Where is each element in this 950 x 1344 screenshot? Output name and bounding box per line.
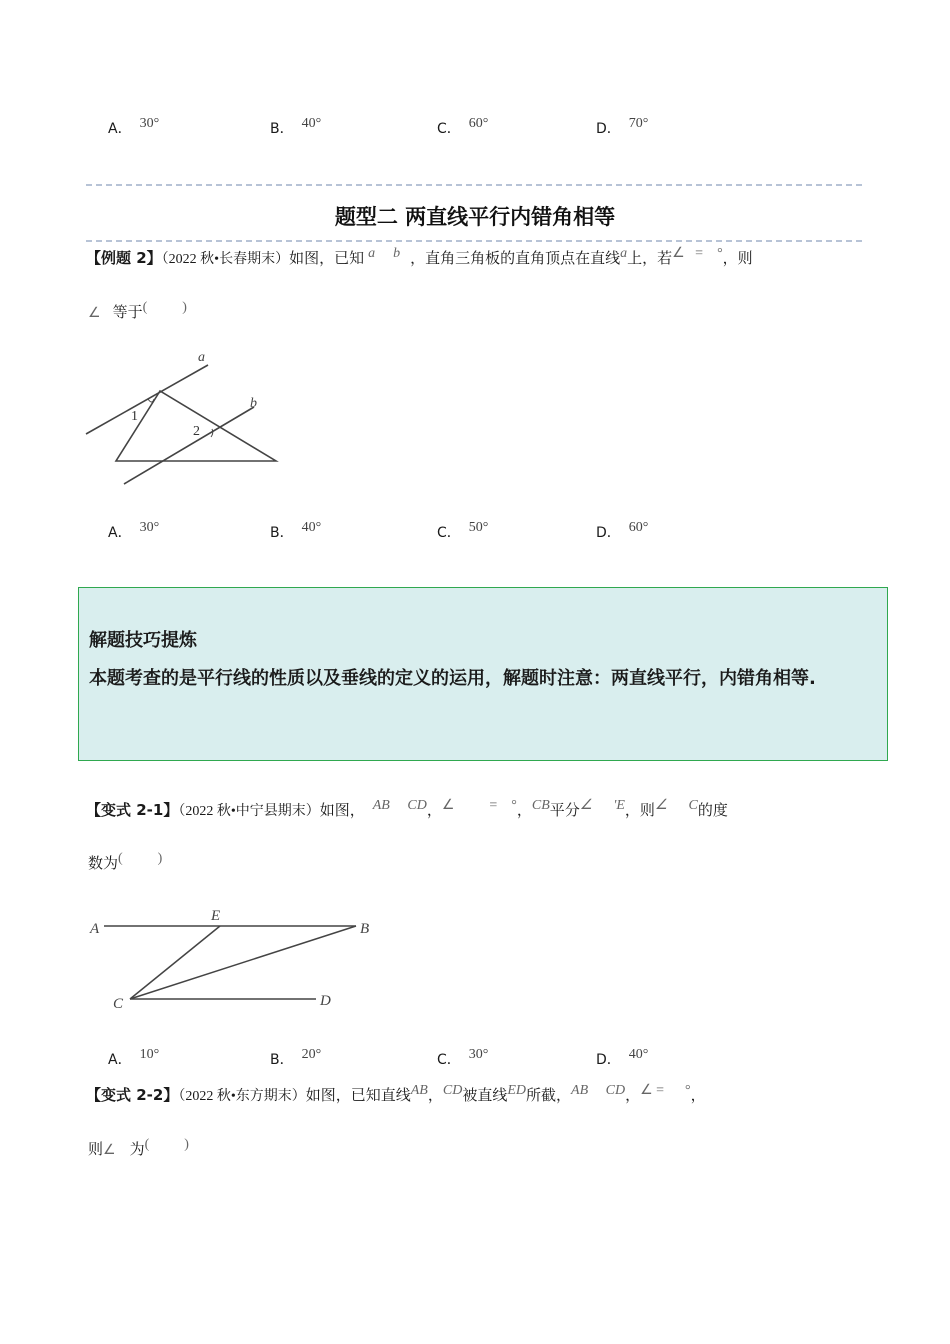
option-label: A． — [108, 1052, 132, 1068]
variant22-text3: 所截， — [526, 1086, 572, 1104]
example2-text3: 上，若 — [627, 249, 673, 267]
option-b[interactable] — [270, 118, 321, 138]
variant21-text2: 平分 — [549, 801, 580, 819]
example2-line2-text: 等于 — [112, 303, 143, 321]
option-value: 10° — [139, 1047, 160, 1062]
answer-paren: ( ) — [118, 851, 163, 866]
variant22-question-line2 — [88, 1139, 189, 1161]
math-cd: CD — [442, 1083, 463, 1098]
option-label: A． — [108, 525, 132, 541]
tip-body: 本题考查的是平行线的性质以及垂线的定义的运用，解题时注意：两直线平行，内错角相等. — [89, 668, 816, 689]
math-a: a — [368, 246, 376, 261]
variant22-comma2: ， — [625, 1086, 641, 1104]
option-label: D． — [596, 1052, 621, 1068]
math-ab-cd: AB CD — [571, 1083, 626, 1098]
option-label: D． — [596, 121, 621, 137]
math-ed: ED — [507, 1083, 527, 1098]
section-divider-top — [86, 184, 862, 186]
option-c[interactable] — [437, 118, 488, 138]
angle1-arc — [148, 399, 154, 402]
variant22-source: （2022 秋•东方期末） — [178, 1089, 306, 1104]
variant22-comma1: ， — [427, 1086, 443, 1104]
example2-text1: 如图，已知 — [289, 249, 365, 267]
line-cb — [130, 926, 356, 999]
variant21-question — [86, 800, 728, 822]
variant22-line2b: 为 — [129, 1140, 145, 1158]
example2-text4: ，则 — [722, 249, 753, 267]
label-A: A — [90, 921, 100, 937]
variant21-tag: 【变式 2-1】 — [86, 801, 179, 819]
option-d[interactable] — [596, 118, 648, 138]
example2-figure — [80, 345, 300, 495]
variant22-comma3: ， — [690, 1086, 706, 1104]
option-value: 70° — [628, 116, 649, 131]
label-2: 2 — [193, 424, 200, 439]
variant22-line2a: 则 — [88, 1140, 104, 1158]
line-a — [86, 365, 208, 434]
option-label: B． — [270, 525, 294, 541]
math-ab-cd: AB CD — [372, 798, 427, 813]
section-title: 题型二 两直线平行内错角相等 — [334, 205, 616, 229]
tip-box — [78, 587, 888, 761]
option-label: A． — [108, 121, 132, 137]
math-angle-c: ∠ C — [654, 798, 698, 813]
math-angle: ∠ — [103, 1143, 130, 1158]
option-c[interactable] — [437, 1049, 488, 1069]
option-label: D． — [596, 525, 621, 541]
option-a[interactable] — [108, 118, 159, 138]
example2-tag: 【例题 2】 — [86, 249, 162, 267]
label-1: 1 — [131, 409, 138, 424]
math-angle-eq: ∠ = ° — [441, 798, 517, 813]
variant21-text3: ，则 — [624, 801, 655, 819]
option-value: 40° — [301, 116, 322, 131]
option-value: 30° — [468, 1047, 489, 1062]
line-ce — [130, 926, 220, 999]
math-ab: AB — [410, 1083, 428, 1098]
variant22-question — [86, 1085, 706, 1107]
option-value: 50° — [468, 520, 489, 535]
variant22-text2: 被直线 — [462, 1086, 508, 1104]
option-value: 30° — [139, 116, 160, 131]
option-label: B． — [270, 121, 294, 137]
option-a[interactable] — [108, 522, 159, 542]
math-a2: a — [620, 246, 628, 261]
label-D: D — [320, 993, 331, 1009]
variant21-text4: 的度 — [697, 801, 728, 819]
option-d[interactable] — [596, 522, 648, 542]
variant21-comma2: ， — [516, 801, 532, 819]
section-divider-bottom — [86, 240, 862, 242]
option-label: C． — [437, 121, 461, 137]
option-c[interactable] — [437, 522, 488, 542]
example2-source: （2022 秋•长春期末） — [161, 252, 290, 267]
option-value: 40° — [301, 520, 322, 535]
variant22-text1: 如图，已知直线 — [305, 1086, 411, 1104]
answer-paren: ( ) — [144, 1137, 189, 1152]
label-C: C — [113, 996, 124, 1012]
label-E: E — [211, 908, 221, 924]
example2-text2: ，直角三角板的直角顶点在直线 — [410, 249, 621, 267]
math-angle-eq: ∠ = ° — [640, 1083, 691, 1098]
option-d[interactable] — [596, 1049, 648, 1069]
option-value: 30° — [139, 520, 160, 535]
tip-title: 解题技巧提炼 — [89, 630, 197, 651]
label-b: b — [250, 396, 257, 411]
variant21-text1: 如图， — [319, 801, 365, 819]
answer-paren: ( ) — [142, 300, 187, 315]
variant21-question-line2 — [88, 853, 162, 875]
option-label: C． — [437, 525, 461, 541]
variant22-tag: 【变式 2-2】 — [86, 1086, 179, 1104]
option-a[interactable] — [108, 1049, 159, 1069]
option-value: 20° — [301, 1047, 322, 1062]
option-value: 60° — [468, 116, 489, 131]
label-B: B — [360, 921, 370, 937]
example2-question-line2 — [88, 302, 187, 324]
option-value: 60° — [628, 520, 649, 535]
variant21-comma: ， — [426, 801, 442, 819]
option-b[interactable] — [270, 1049, 321, 1069]
variant21-source: （2022 秋•中宁县期末） — [178, 804, 320, 819]
math-angle-eq: ∠ = ° — [672, 246, 723, 261]
example2-question — [86, 248, 753, 270]
option-b[interactable] — [270, 522, 321, 542]
math-b: b — [393, 246, 401, 261]
option-label: B． — [270, 1052, 294, 1068]
option-value: 40° — [628, 1047, 649, 1062]
option-label: C． — [437, 1052, 461, 1068]
math-angle-ce: ∠ 'E — [579, 798, 625, 813]
math-angle: ∠ — [88, 306, 101, 321]
variant21-line2: 数为 — [88, 854, 119, 872]
variant21-figure — [80, 905, 390, 1020]
label-a: a — [198, 350, 205, 365]
math-cb: CB — [531, 798, 550, 813]
